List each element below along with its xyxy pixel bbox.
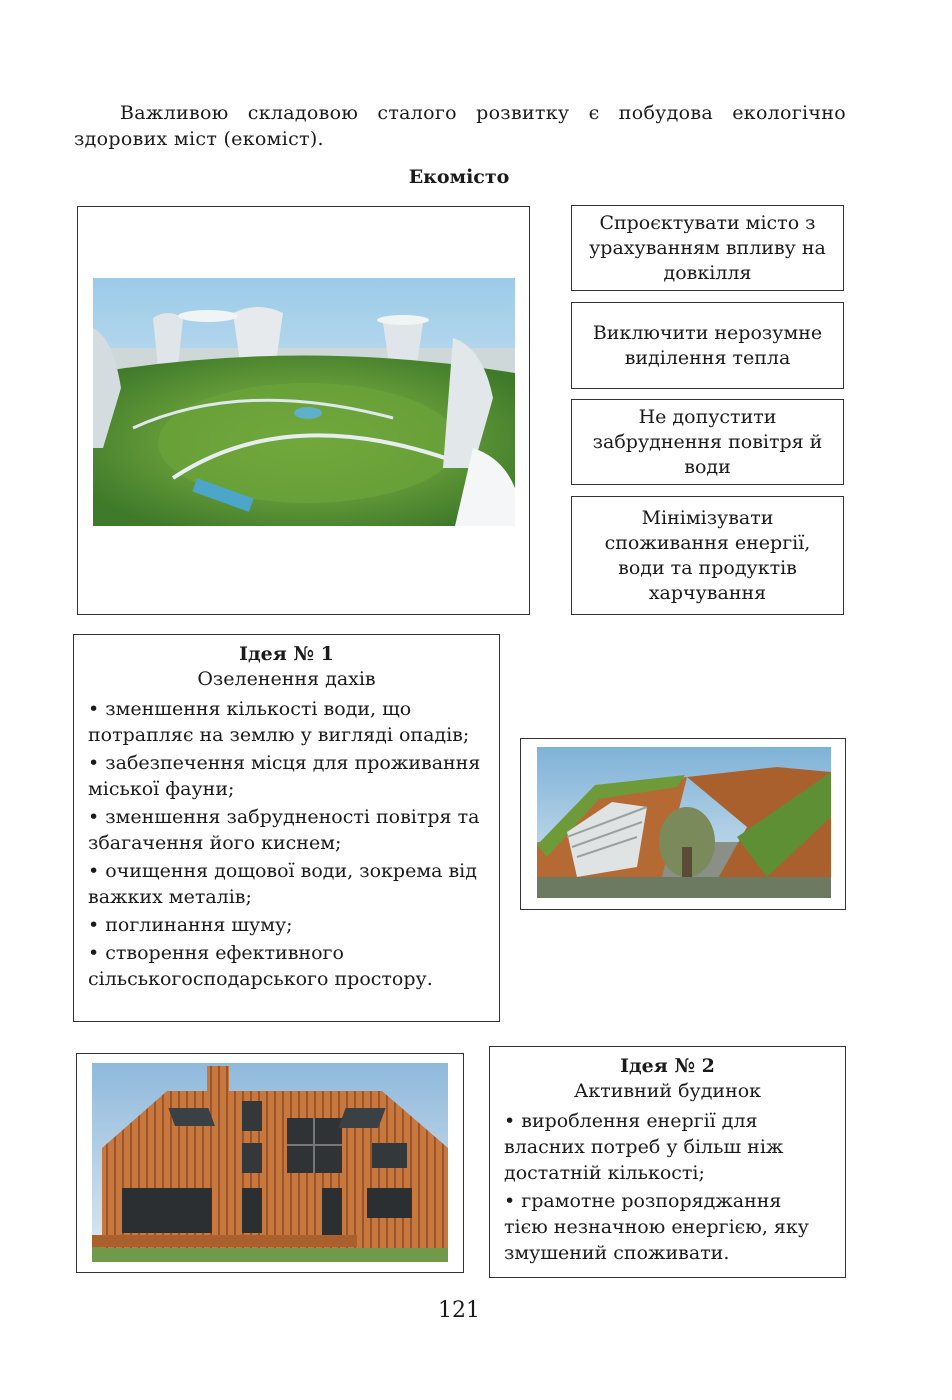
list-item: • зменшення кількості води, що потрапляє на землю у вигляді опадів;	[88, 696, 485, 748]
list-item: • вироблення енергії для власних потреб у більш ніж достатній кількості;	[504, 1108, 831, 1186]
page-number: 121	[438, 1298, 480, 1323]
idea-1-title: Ідея № 1	[239, 643, 334, 665]
goal-box-4: Мінімізувати споживання енергії, води та продуктів харчування	[571, 496, 844, 615]
goal-box-2: Виключити нерозумне виділення тепла	[571, 302, 844, 389]
list-item: • зменшення забрудненості повітря та збагачення його киснем;	[88, 804, 485, 856]
goal-box-3: Не допустити забруднення повітря й води	[571, 399, 844, 485]
section-heading: Екомісто	[408, 166, 510, 188]
idea-1-subtitle: Озеленення дахів	[197, 668, 376, 690]
green-roof-photo	[537, 747, 831, 898]
list-item: • забезпечення місця для проживання міської фауни;	[88, 750, 485, 802]
idea-1-list	[88, 696, 485, 992]
ecocity-image-frame	[77, 206, 530, 615]
active-house-photo	[92, 1063, 448, 1262]
green-roof-image-frame	[520, 738, 846, 910]
list-item: • створення ефективного сільськогосподарського простору.	[88, 940, 485, 992]
active-house-image-frame	[76, 1053, 464, 1273]
list-item: • поглинання шуму;	[88, 912, 485, 938]
idea-2-title: Ідея № 2	[620, 1055, 715, 1077]
idea-1-box	[73, 634, 500, 1022]
goal-box-1: Спроєктувати місто з урахуванням впливу на довкілля	[571, 205, 844, 291]
idea-2-list	[504, 1108, 831, 1266]
idea-2-box	[489, 1046, 846, 1278]
intro-paragraph: Важливою складовою сталого розвитку є побудова екологічно здорових міст (екоміст).	[74, 102, 846, 150]
list-item: • очищення дощової води, зокрема від важких металів;	[88, 858, 485, 910]
list-item: • грамотне розпоряджання тією незначною енергією, яку змушений споживати.	[504, 1188, 831, 1266]
ecocity-illustration	[93, 278, 515, 526]
idea-2-subtitle: Активний будинок	[573, 1080, 762, 1102]
